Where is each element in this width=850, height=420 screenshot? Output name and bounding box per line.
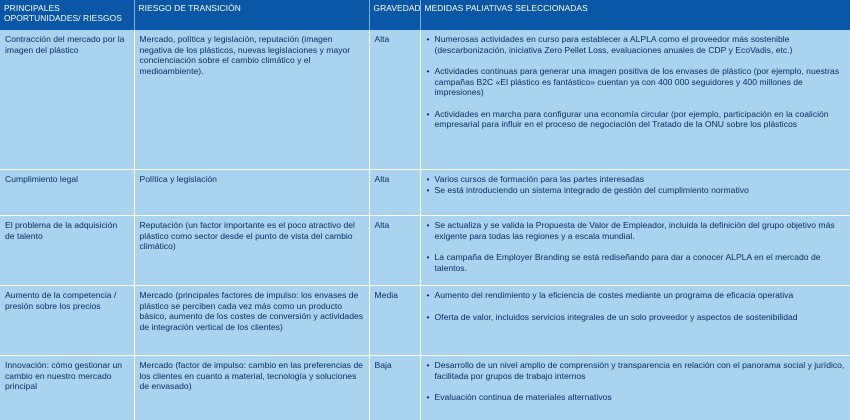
header-severity: GRAVEDAD <box>369 0 420 30</box>
list-item: • Desarrollo de un nivel amplio de comprensión y transparencia en relación con el panorama social y jurídico, facilitada por grupos de trabajo internos <box>426 360 846 381</box>
transition-cell: Mercado, política y legislación, reputación (imagen negativa de los plásticos, nuevas legislaciones y mayor concienciación sobre el cambio climático y el medioambiente). <box>134 30 369 170</box>
list-item: • Evaluación continua de materiales alternativos <box>426 392 846 403</box>
measures-cell <box>420 286 850 356</box>
measures-cell <box>420 356 850 420</box>
header-row <box>0 0 850 30</box>
risk-cell: Cumplimiento legal <box>0 170 134 216</box>
risk-cell: El problema de la adquisición de talento <box>0 216 134 286</box>
measures-list <box>426 34 846 130</box>
transition-cell: Política y legislación <box>134 170 369 216</box>
measures-cell <box>420 170 850 216</box>
table-row <box>0 216 850 286</box>
measures-cell <box>420 30 850 170</box>
list-item: • La campaña de Employer Branding se está rediseñando para dar a conocer ALPLA en el mercado de talentos. <box>426 252 846 273</box>
list-item: • Varios cursos de formación para las partes interesadas <box>426 174 846 185</box>
table-row <box>0 170 850 216</box>
list-item: • Actividades en marcha para configurar una economía circular (por ejemplo, participación en la coalición empresarial para influir en el proceso de negociación del Tratado de la ONU sobre los plásticos <box>426 109 846 130</box>
severity-cell: Alta <box>369 30 420 170</box>
list-item: • Oferta de valor, incluidos servicios integrales de un solo proveedor y aspectos de sostenibilidad <box>426 312 846 323</box>
table-row <box>0 30 850 170</box>
list-item: • Aumento del rendimiento y la eficiencia de costes mediante un programa de eficacia operativa <box>426 290 846 301</box>
severity-cell: Alta <box>369 170 420 216</box>
measures-list <box>426 220 846 273</box>
measures-cell <box>420 216 850 286</box>
risk-cell: Contracción del mercado por la imagen del plástico <box>0 30 134 170</box>
severity-cell: Alta <box>369 216 420 286</box>
measures-list <box>426 174 846 195</box>
list-item: • Se está introduciendo un sistema integrado de gestión del cumplimiento normativo <box>426 185 846 196</box>
list-item: • Numerosas actividades en curso para establecer a ALPLA como el proveedor más sostenible (descarbonización, iniciativa Zero Pellet Loss, evaluaciones anuales de CDP y EcoVadis, etc.) <box>426 34 846 55</box>
risk-cell: Innovación: cómo gestionar un cambio en nuestro mercado principal <box>0 356 134 420</box>
table-row <box>0 356 850 420</box>
header-transition-risk: RIESGO DE TRANSICIÓN <box>134 0 369 30</box>
transition-cell: Mercado (principales factores de impulso: los envases de plástico se perciben cada vez más como un producto básico, aumento de los costes de conversión y actividades de integración vertical de los clientes) <box>134 286 369 356</box>
measures-list <box>426 290 846 322</box>
measures-list <box>426 360 846 403</box>
header-risks: PRINCIPALES OPORTUNIDADES/ RIESGOS <box>0 0 134 30</box>
transition-cell: Mercado (factor de impulso: cambio en las preferencias de los clientes en cuanto a material, tecnología y soluciones de envasado) <box>134 356 369 420</box>
list-item: • Se actualiza y se valida la Propuesta de Valor de Empleador, incluida la definición del grupo objetivo más exigente para todas las regiones y a escala mundial. <box>426 220 846 241</box>
severity-cell: Baja <box>369 356 420 420</box>
risk-cell: Aumento de la competencia / presión sobre los precios <box>0 286 134 356</box>
list-item: • Actividades continuas para generar una imagen positiva de los envases de plástico (por ejemplo, nuestras campañas B2C «El plástico es fantástico» cuentan ya con 400 000 seguidores y 400 millones de impresiones) <box>426 66 846 98</box>
header-measures: MEDIDAS PALIATIVAS SELECCIONADAS <box>420 0 850 30</box>
severity-cell: Media <box>369 286 420 356</box>
transition-cell: Reputación (un factor importante es el poco atractivo del plástico como sector desde el punto de vista del cambio climático) <box>134 216 369 286</box>
table-row <box>0 286 850 356</box>
